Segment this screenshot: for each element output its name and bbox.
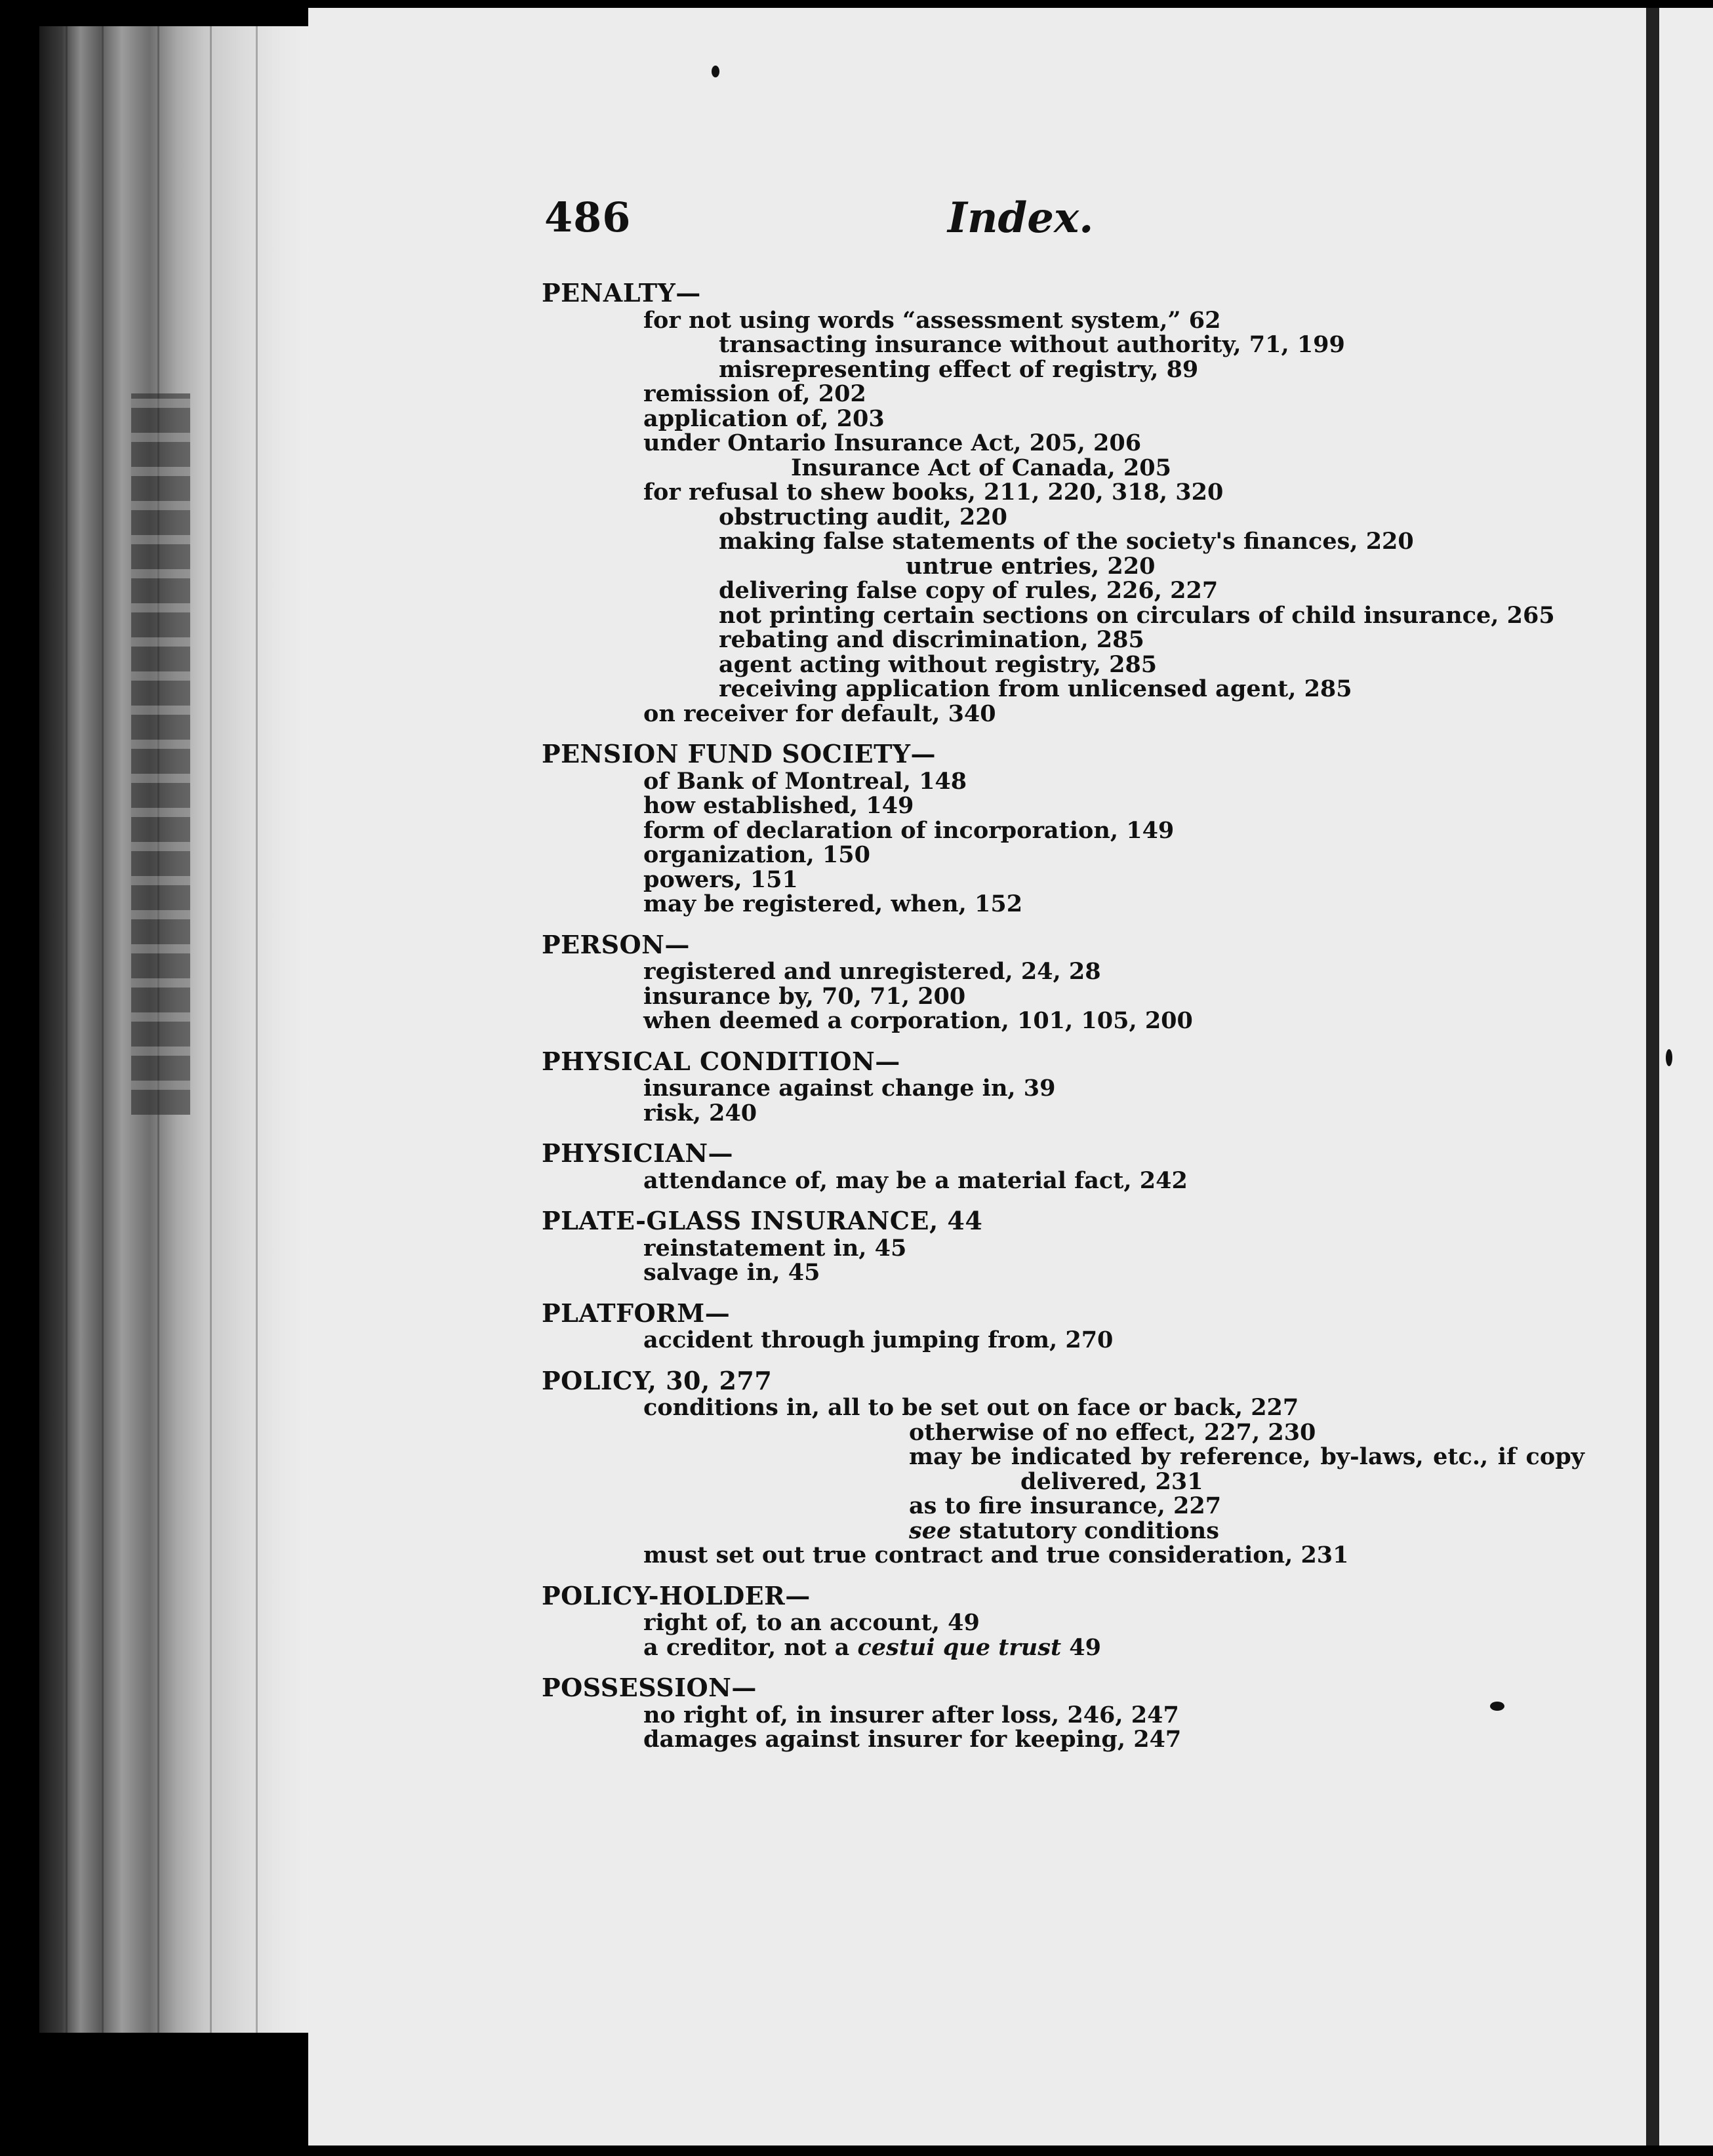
- index-group: [542, 1046, 1486, 1127]
- index-entry: [643, 959, 1486, 984]
- index-entry: [643, 1703, 1486, 1728]
- entry-text: under Ontario Insurance Act, 205, 206: [643, 429, 1142, 456]
- entry-text: how established, 149: [643, 792, 914, 819]
- index-heading: PERSON—: [542, 929, 690, 959]
- index-entry: [643, 793, 1486, 818]
- entry-text: may be indicated by reference, by-laws, etc., if copy: [909, 1443, 1584, 1470]
- index-list: [542, 278, 1584, 1768]
- index-entry: [719, 529, 1486, 554]
- italic-term: see: [909, 1517, 952, 1544]
- index-entry: [719, 652, 1486, 677]
- index-group: [542, 1365, 1584, 1568]
- page-gutter-shadow: [1646, 8, 1659, 2146]
- entry-text: for not using words “assessment system,” 62: [643, 306, 1221, 334]
- entry-text: transacting insurance without authority, 71, 199: [719, 331, 1345, 358]
- entry-text: delivering false copy of rules, 226, 227: [719, 577, 1219, 604]
- index-heading: POLICY-HOLDER—: [542, 1580, 811, 1610]
- index-entry: [643, 1168, 1486, 1193]
- entry-text: conditions in, all to be set out on face or back, 227: [643, 1394, 1299, 1421]
- index-entry: [643, 1395, 1486, 1420]
- entry-text: making false statements of the society's finances, 220: [719, 528, 1414, 555]
- index-entry: [643, 984, 1486, 1009]
- index-heading: PLATE-GLASS INSURANCE, 44: [542, 1206, 983, 1235]
- entry-text: agent acting without registry, 285: [719, 650, 1158, 678]
- entry-text: must set out true contract and true consideration, 231: [643, 1542, 1349, 1568]
- index-entry: [643, 868, 1486, 892]
- index-group: [542, 1138, 1486, 1194]
- book-spine-page-edges: [39, 26, 315, 2033]
- index-entry: [643, 1076, 1486, 1101]
- index-group: [542, 739, 1486, 917]
- index-heading: PHYSICIAN—: [542, 1138, 734, 1168]
- entry-text: powers, 151: [643, 866, 798, 893]
- page-header: [544, 193, 1476, 246]
- entry-text: insurance by, 70, 71, 200: [643, 982, 966, 1010]
- index-heading: PLATFORM—: [542, 1298, 731, 1328]
- index-entry: [643, 1328, 1486, 1353]
- entry-text: obstructing audit, 220: [719, 503, 1007, 530]
- index-entry: [719, 332, 1486, 357]
- entry-text: otherwise of no effect, 227, 230: [909, 1418, 1316, 1446]
- index-entry: [643, 1101, 1486, 1126]
- ink-speck: [712, 66, 719, 77]
- entry-text: rebating and discrimination, 285: [719, 626, 1144, 653]
- spine-lettering-shadow: [131, 393, 190, 1115]
- entry-text: Insurance Act of Canada, 205: [791, 454, 1171, 481]
- entry-text: salvage in, 45: [643, 1259, 820, 1286]
- entry-text: reinstatement in, 45: [643, 1234, 907, 1262]
- entry-text: untrue entries, 220: [906, 552, 1156, 580]
- entry-text: insurance against change in, 39: [643, 1075, 1056, 1102]
- index-entry: [643, 1260, 1486, 1285]
- index-entry: [643, 480, 1486, 505]
- index-entry: [643, 431, 1486, 456]
- entry-text: no right of, in insurer after loss, 246, 247: [643, 1701, 1179, 1728]
- index-group: [542, 1580, 1486, 1661]
- index-entry: [791, 456, 1486, 481]
- entry-text: remission of, 202: [643, 380, 866, 407]
- index-heading: PHYSICAL CONDITION—: [542, 1046, 900, 1076]
- index-entry: [719, 505, 1486, 530]
- index-heading: POLICY, 30, 277: [542, 1365, 773, 1395]
- entry-text: not printing certain sections on circulars of child insurance, 265: [719, 601, 1555, 629]
- index-entry: [1020, 1469, 1486, 1494]
- entry-text: of Bank of Montreal, 148: [643, 767, 967, 795]
- index-entry: [643, 843, 1486, 868]
- entry-text: risk, 240: [643, 1099, 757, 1127]
- index-entry: [909, 1420, 1486, 1445]
- index-entry: [643, 1543, 1486, 1568]
- entry-text: a creditor, not a: [643, 1633, 858, 1661]
- entry-text: when deemed a corporation, 101, 105, 200: [643, 1007, 1193, 1034]
- index-group: [542, 1208, 1486, 1285]
- index-entry: [643, 1635, 1486, 1660]
- page-number: 486: [544, 193, 632, 241]
- entry-text: as to fire insurance, 227: [909, 1492, 1222, 1519]
- index-entry: [643, 702, 1486, 727]
- entry-text: on receiver for default, 340: [643, 700, 996, 727]
- entry-text: accident through jumping from, 270: [643, 1327, 1114, 1353]
- entry-text: may be registered, when, 152: [643, 890, 1023, 917]
- facing-page-strip: [1659, 8, 1713, 2146]
- index-entry: [643, 1610, 1486, 1635]
- entry-text: registered and unregistered, 24, 28: [643, 958, 1101, 985]
- index-entry: [719, 357, 1486, 382]
- ink-speck: [1666, 1049, 1672, 1066]
- entry-text: form of declaration of incorporation, 149: [643, 816, 1175, 844]
- entry-text: organization, 150: [643, 841, 870, 868]
- entry-text: misrepresenting effect of registry, 89: [719, 355, 1199, 383]
- index-entry: [719, 601, 1555, 629]
- entry-text: right of, to an account, 49: [643, 1609, 980, 1636]
- index-group: [542, 278, 1555, 727]
- italic-term: cestui que trust: [857, 1633, 1062, 1661]
- index-entry: [643, 769, 1486, 794]
- running-title: Index.: [948, 193, 1094, 243]
- index-entry: [643, 1727, 1486, 1752]
- entry-text: receiving application from unlicensed agent, 285: [719, 675, 1352, 702]
- index-group: [542, 1675, 1486, 1752]
- index-entry: [643, 308, 1486, 333]
- entry-text: statutory conditions: [951, 1517, 1219, 1544]
- entry-text: application of, 203: [643, 405, 885, 432]
- entry-page-ref: 49: [1061, 1633, 1102, 1661]
- index-entry: [643, 407, 1486, 431]
- index-entry: [643, 1008, 1486, 1033]
- index-entry: [643, 818, 1486, 843]
- index-heading: POSSESSION—: [542, 1673, 757, 1702]
- index-entry: [643, 382, 1486, 407]
- index-entry: [719, 677, 1486, 702]
- index-entry: [643, 1236, 1486, 1261]
- index-group: [542, 929, 1486, 1034]
- index-entry: [909, 1443, 1584, 1470]
- index-entry: [719, 628, 1486, 652]
- index-entry: [906, 554, 1486, 579]
- index-entry: [909, 1494, 1486, 1519]
- index-entry: [719, 578, 1486, 603]
- index-entry: [643, 892, 1486, 917]
- entry-text: for refusal to shew books, 211, 220, 318, 320: [643, 479, 1224, 506]
- entry-text: delivered, 231: [1020, 1467, 1203, 1495]
- ink-speck: [1490, 1702, 1504, 1711]
- index-entry: [909, 1519, 1486, 1544]
- entry-text: damages against insurer for keeping, 247: [643, 1726, 1182, 1753]
- index-heading: PENALTY—: [542, 278, 701, 308]
- entry-text: attendance of, may be a material fact, 242: [643, 1167, 1188, 1194]
- index-heading: PENSION FUND SOCIETY—: [542, 739, 937, 769]
- index-group: [542, 1298, 1486, 1353]
